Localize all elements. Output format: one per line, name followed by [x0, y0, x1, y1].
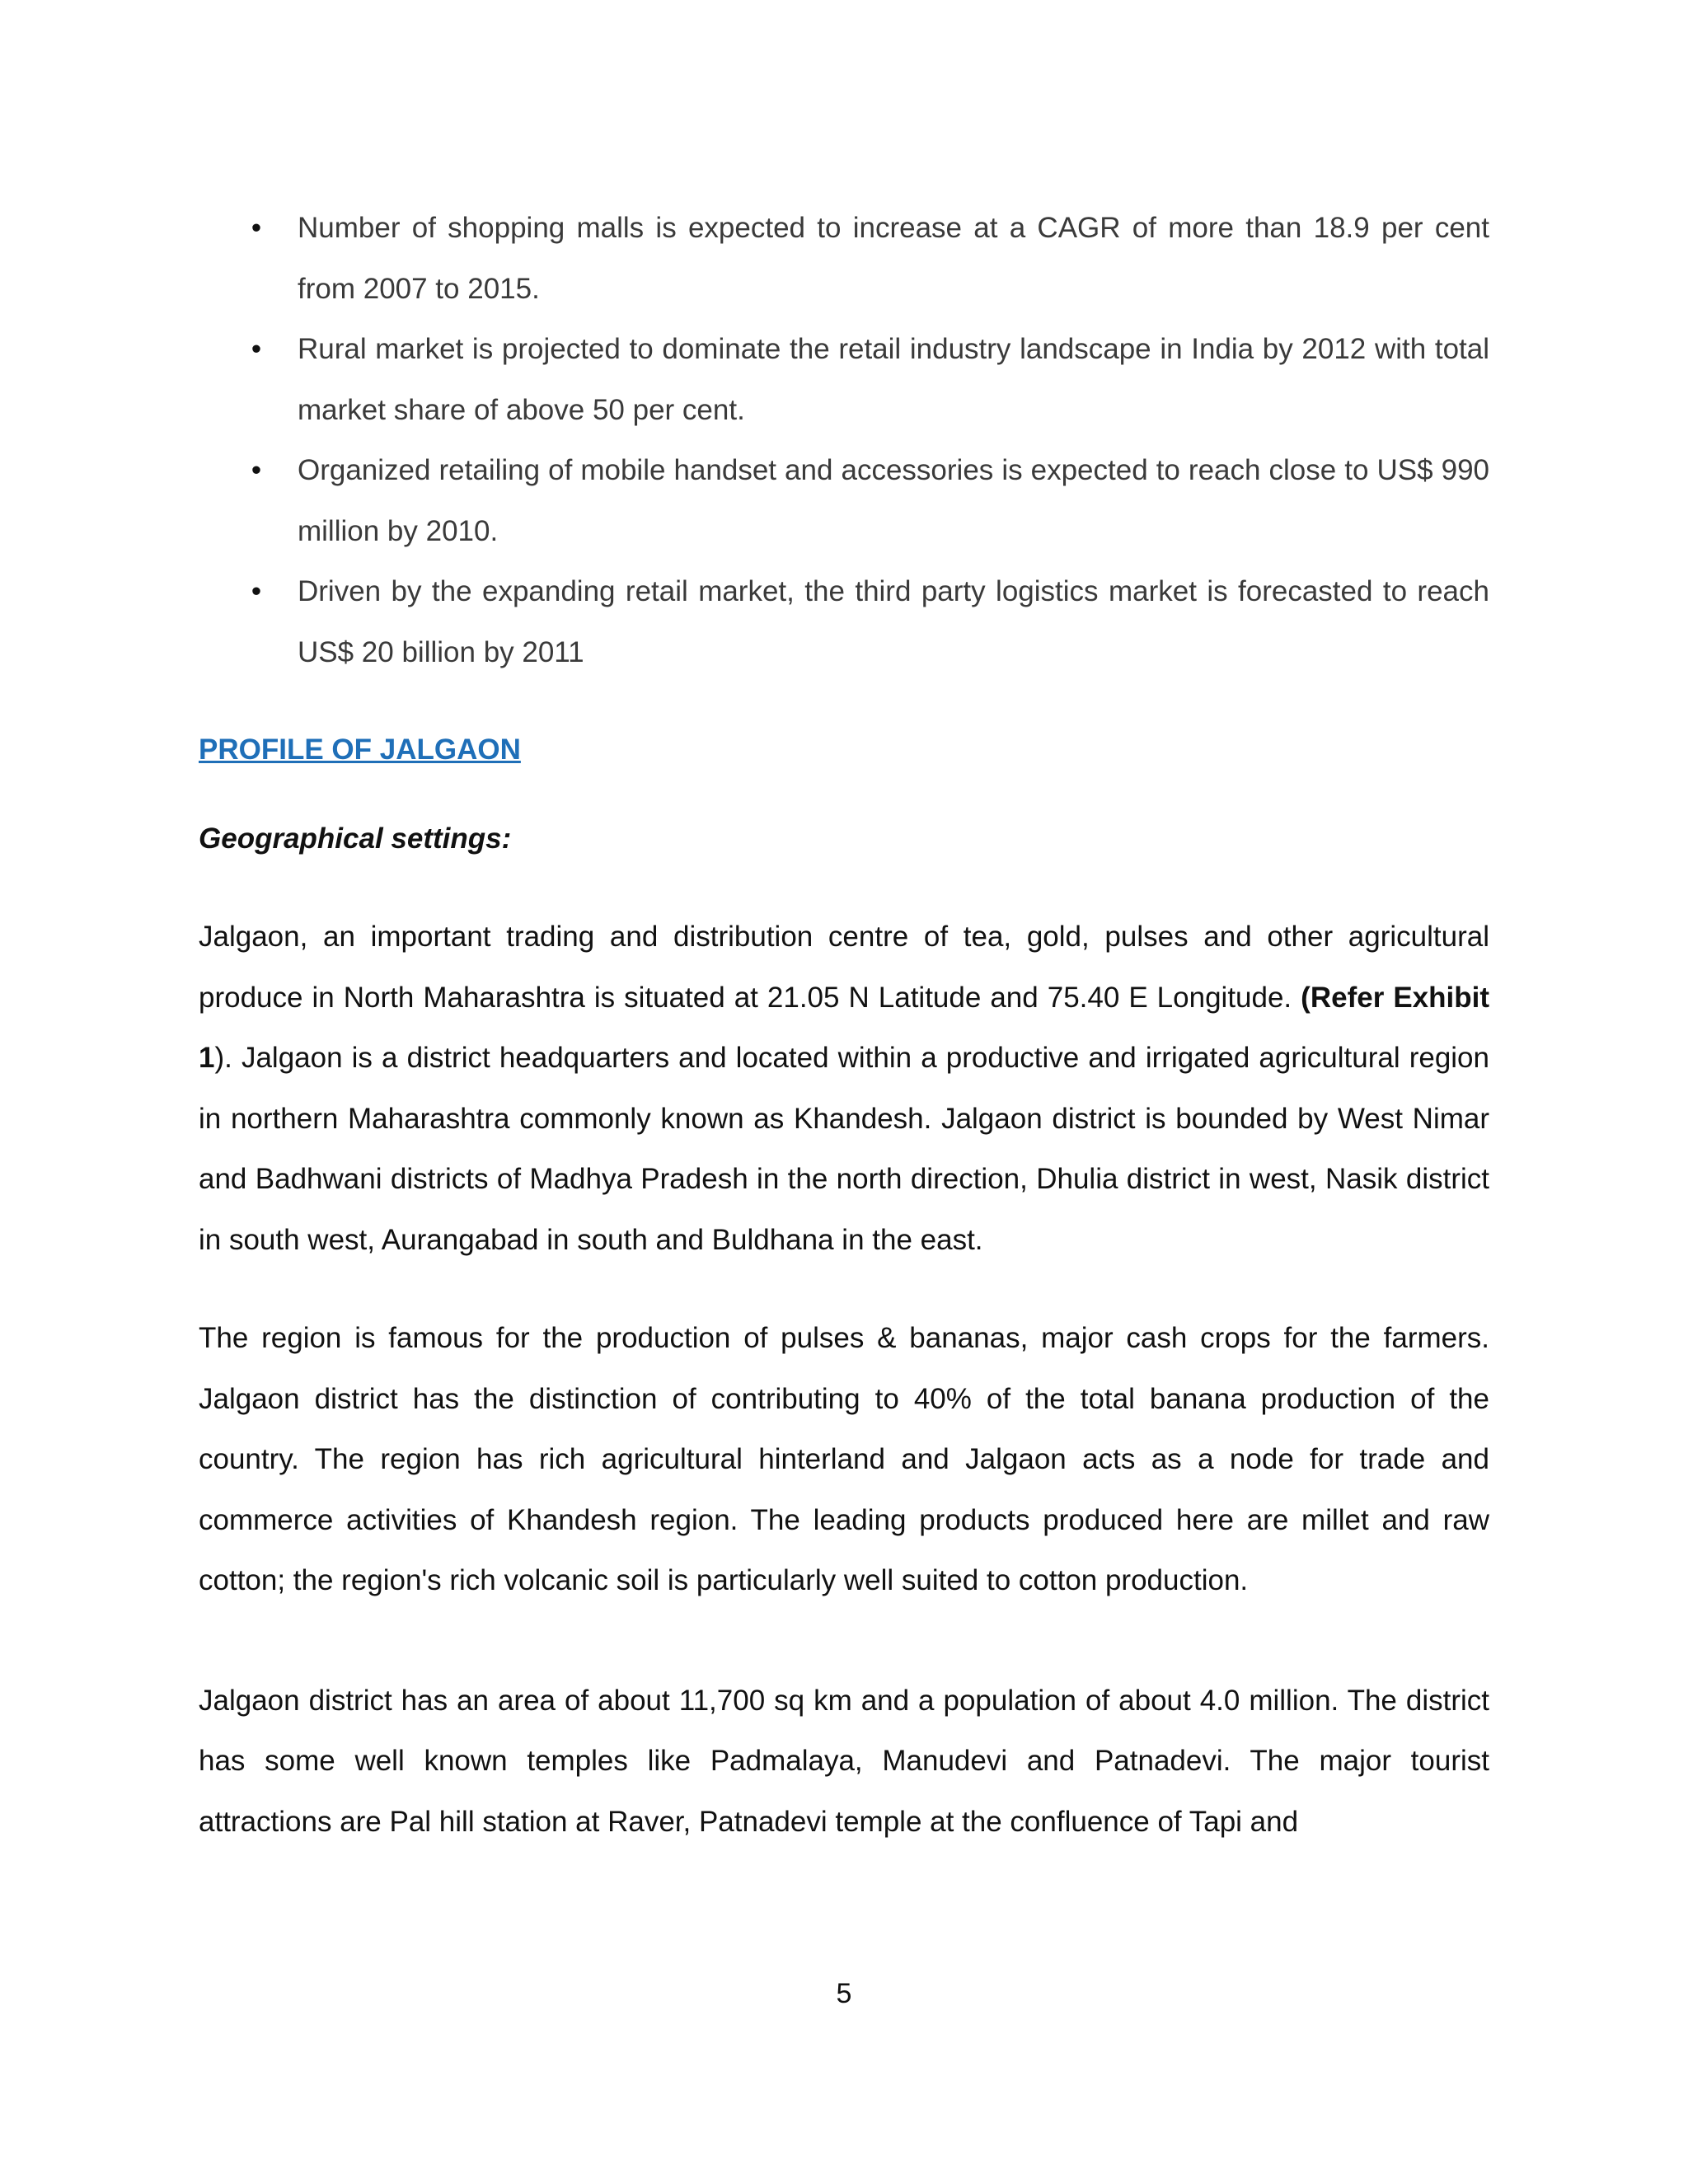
list-item	[199, 440, 1489, 561]
paragraph-geography	[199, 907, 1489, 1270]
subheading: Geographical settings:	[199, 822, 512, 855]
paragraph-district: Jalgaon district has an area of about 11,700 sq km and a population of about 4.0 million. The district has some well known temples like Padmalaya, Manudevi and Patnadevi. The major tourist attractions are Pal hill station at Raver, Patnadevi temple at the confluence of Tapi and	[199, 1684, 1489, 1838]
bullet-text: Driven by the expanding retail market, the third party logistics market is forecasted to reach US$ 20 billion by 2011	[298, 575, 1489, 668]
section-heading: PROFILE OF JALGAON	[199, 733, 521, 766]
bullet-text: Rural market is projected to dominate the retail industry landscape in India by 2012 with total market share of above 50 per cent.	[298, 333, 1489, 426]
page-content	[199, 198, 1489, 1852]
list-item	[199, 319, 1489, 440]
bullet-list	[199, 198, 1489, 682]
list-item	[199, 198, 1489, 319]
paragraph-text: Jalgaon, an important trading and distribution centre of tea, gold, pulses and other agricultural produce in North Maharashtra is situated at 21.05 N Latitude and 75.40 E Longitude.	[199, 921, 1489, 1014]
bullet-icon: •	[251, 212, 262, 244]
bullet-icon: •	[251, 575, 262, 607]
bullet-text: Organized retailing of mobile handset and accessories is expected to reach close to US$ 990 million by 2010.	[298, 454, 1489, 547]
paragraph-text: ). Jalgaon is a district headquarters and located within a productive and irrigated agricultural region in northern Maharashtra commonly known as Khandesh. Jalgaon district is bounded by West Nimar and Badhwani districts of Madhya Pradesh in the north direction, Dhulia district in west, Nasik district in south west, Aurangabad in south and Buldhana in the east.	[199, 1042, 1489, 1256]
bullet-icon: •	[251, 454, 262, 486]
paragraph-agriculture: The region is famous for the production of pulses & bananas, major cash crops for the farmers. Jalgaon district has the distinction of contributing to 40% of the total banana production of the country. The region has rich agricultural hinterland and Jalgaon acts as a node for trade and commerce activities of Khandesh region. The leading products produced here are millet and raw cotton; the region's rich volcanic soil is particularly well suited to cotton production.	[199, 1322, 1489, 1596]
bullet-icon: •	[251, 333, 262, 365]
list-item	[199, 561, 1489, 682]
exhibit-reference: (Refer Exhibit 1	[199, 981, 1489, 1074]
page-number: 5	[836, 1978, 852, 2009]
bullet-text: Number of shopping malls is expected to increase at a CAGR of more than 18.9 per cent from 2007 to 2015.	[298, 212, 1489, 305]
